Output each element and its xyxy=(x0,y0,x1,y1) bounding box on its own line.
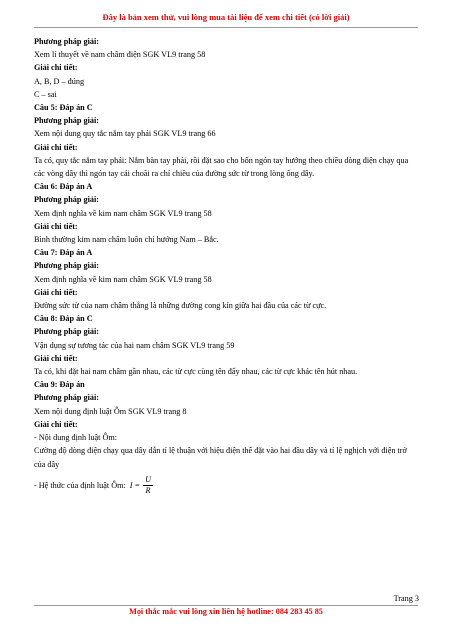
paragraph-line: Xem định nghĩa về kim nam châm SGK VL9 trang 58 xyxy=(34,208,212,218)
paragraph-line: A, B, D – đúng xyxy=(34,76,85,86)
formula-label: - Hệ thức của định luật Ôm: xyxy=(34,481,126,491)
section-heading: Phương pháp giải: xyxy=(34,393,99,403)
section-heading: Giải chi tiết: xyxy=(34,287,78,297)
section-heading: Giải chi tiết: xyxy=(34,221,78,231)
paragraph-line: Vận dụng sự tương tác của hai nam châm SGK VL9 trang 59 xyxy=(34,340,235,350)
formula-denominator: R xyxy=(145,486,151,496)
section-heading: Phương pháp giải: xyxy=(34,37,99,46)
section-heading: Giải chi tiết: xyxy=(34,142,78,152)
footer-divider xyxy=(34,605,418,606)
paragraph-line: Bình thường kim nam châm luôn chỉ hướng Nam – Bắc. xyxy=(34,235,219,245)
paragraph-line: C – sai xyxy=(34,89,57,99)
section-heading: Phương pháp giải: xyxy=(34,195,99,205)
section-heading: Phương pháp giải: xyxy=(34,116,99,126)
section-heading: Câu 9: Đáp án xyxy=(34,380,85,390)
paragraph-line: Ta có, khi đặt hai nam châm gần nhau, các từ cực cùng tên đẩy nhau, các từ cực khác tên hút nhau. xyxy=(34,367,358,377)
ohm-law-formula xyxy=(130,475,153,496)
section-heading: Phương pháp giải: xyxy=(34,327,99,337)
preview-notice-header: Đây là bản xem thử, vui lòng mua tài liệu để xem chi tiết (có lời giải) xyxy=(34,10,418,28)
paragraph-line: Xem định nghĩa về kim nam châm SGK VL9 trang 58 xyxy=(34,274,212,284)
section-heading: Câu 6: Đáp án A xyxy=(34,182,93,192)
section-heading: Câu 8: Đáp án C xyxy=(34,314,93,324)
paragraph-line: Xem nội dung quy tắc nắm tay phải SGK VL9 trang 66 xyxy=(34,129,216,139)
paragraph-line: - Nội dung định luật Ôm: xyxy=(34,433,118,443)
paragraph-line: Xem nội dung định luật Ôm SGK VL9 trang 8 xyxy=(34,406,187,416)
section-heading: Giải chi tiết: xyxy=(34,63,78,73)
formula-lhs: I = xyxy=(129,481,141,491)
paragraph-line: Đường sức từ của nam châm thẳng là những đường cong kín giữa hai đầu của các từ cực. xyxy=(34,301,327,311)
formula-fraction xyxy=(143,475,153,496)
section-heading: Câu 7: Đáp án A xyxy=(34,248,93,258)
section-heading: Giải chi tiết: xyxy=(34,353,78,363)
paragraph-line: Ta có, quy tắc nắm tay phải: Nắm bàn tay phải, rồi đặt sao cho bốn ngón tay hướng theo chiều dòng điện chạy qua các vòng dây thì ngón tay cái choãi ra chỉ chiều của đường sức từ trong lòng ống dây. xyxy=(34,155,409,179)
section-heading: Phương pháp giải: xyxy=(34,261,99,271)
paragraph-line: Xem lí thuyết về nam châm điện SGK VL9 trang 58 xyxy=(34,50,206,60)
section-heading: Câu 5: Đáp án C xyxy=(34,103,93,113)
ohm-law-formula-row xyxy=(34,471,418,501)
formula-numerator: U xyxy=(145,475,151,485)
document-body xyxy=(34,35,418,501)
section-heading: Giải chi tiết: xyxy=(34,419,78,429)
paragraph-line: Cường độ dòng điện chạy qua dây dẫn tỉ lệ thuận với hiệu điện thế đặt vào hai đầu dây và tỉ lệ nghịch với điện trở của dây xyxy=(34,446,407,469)
hotline-footer: Mọi thắc mắc vui lòng xin liên hệ hotline: 084 283 45 85 xyxy=(129,607,323,616)
page-number: Trang 3 xyxy=(393,594,419,603)
